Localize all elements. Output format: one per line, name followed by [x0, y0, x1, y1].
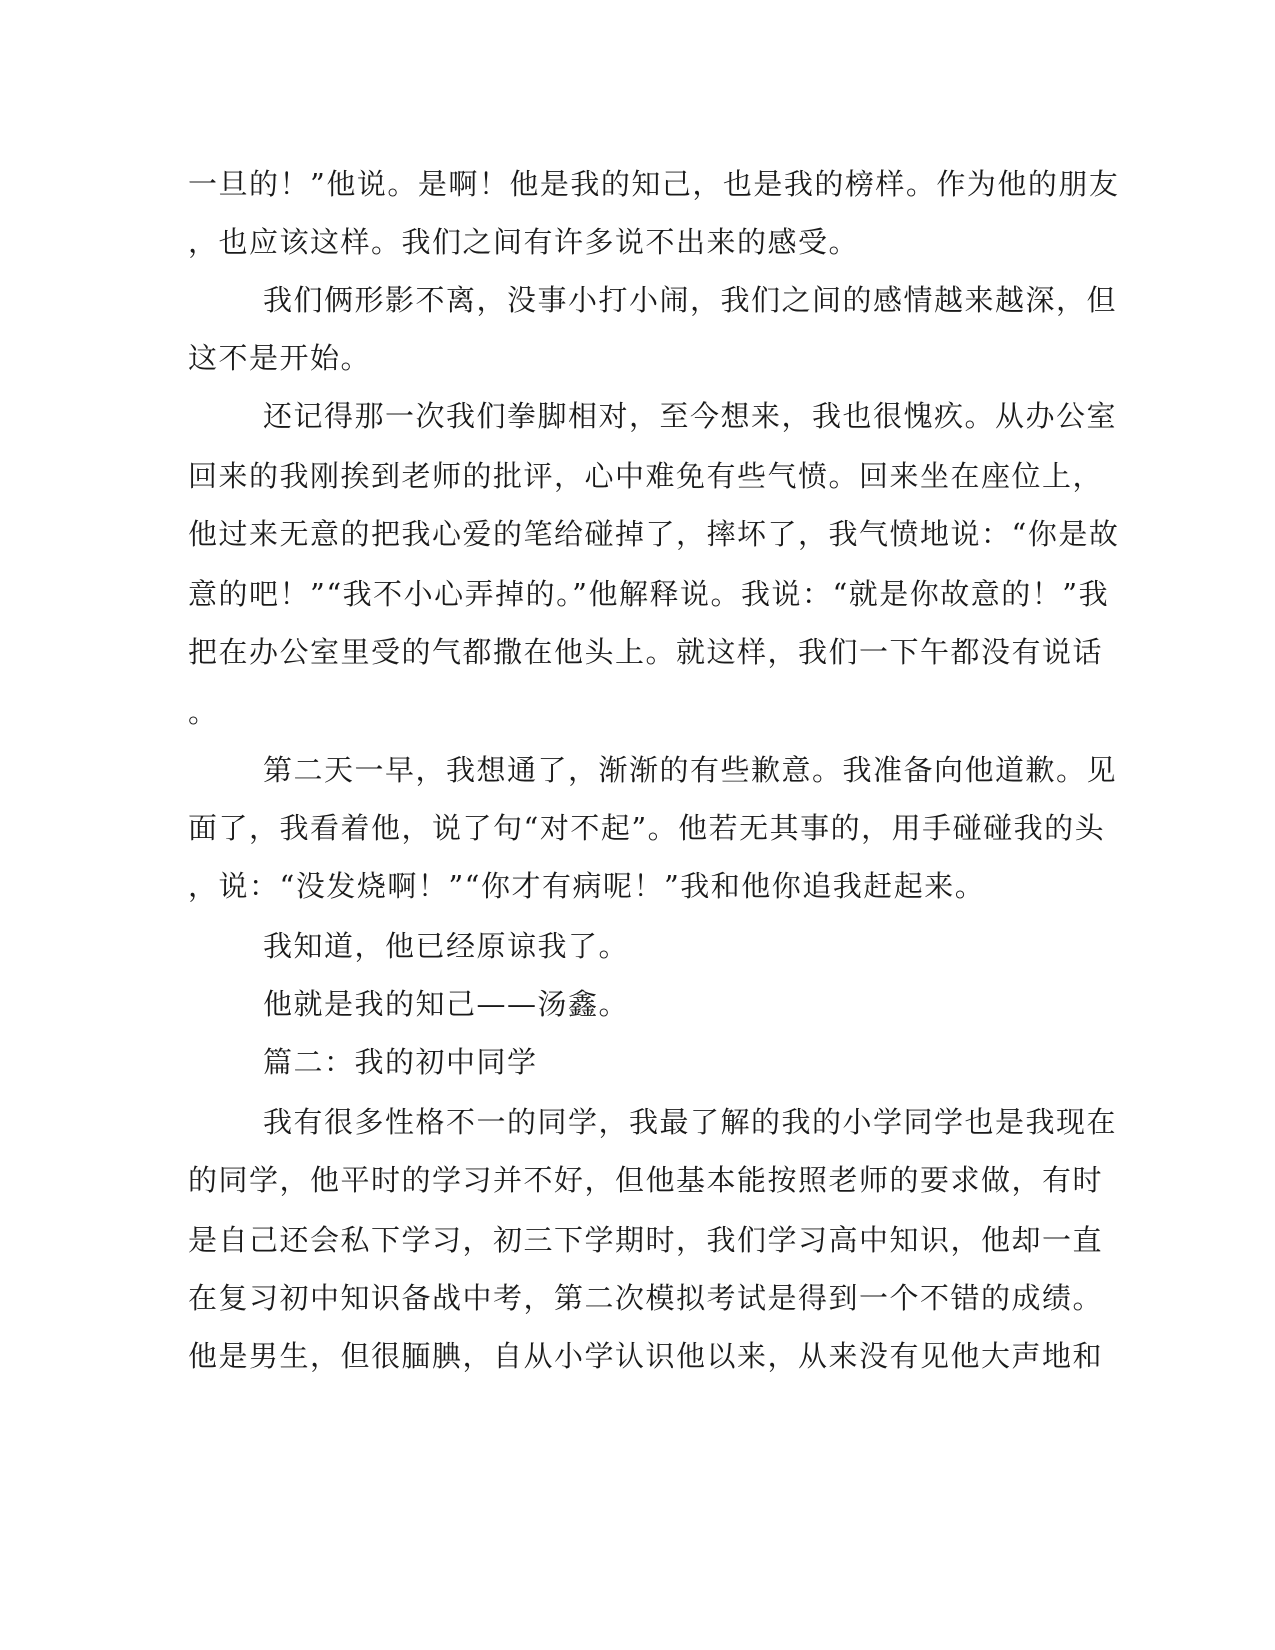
text-line: 把在办公室里受的气都撒在他头上。就这样，我们一下午都没有说话 [188, 635, 1104, 669]
paragraph-first-line: 他就是我的知己——汤鑫。 [263, 987, 630, 1021]
section-heading: 篇二：我的初中同学 [263, 1045, 538, 1079]
text-line: ，说：“没发烧啊！”“你才有病呢！”我和他你追我赶起来。 [188, 869, 986, 903]
text-line: 一旦的！”他说。是啊！他是我的知己，也是我的榜样。作为他的朋友 [188, 167, 1120, 201]
paragraph-first-line: 还记得那一次我们拳脚相对，至今想来，我也很愧疚。从办公室 [263, 399, 1118, 433]
paragraph-first-line: 第二天一早，我想通了，渐渐的有些歉意。我准备向他道歉。见 [263, 753, 1118, 787]
text-line: 是自己还会私下学习，初三下学期时，我们学习高中知识，他却一直 [188, 1223, 1104, 1257]
text-line: 他是男生，但很腼腆，自从小学认识他以来，从来没有见他大声地和 [188, 1339, 1104, 1373]
text-line: ，也应该这样。我们之间有许多说不出来的感受。 [188, 225, 860, 259]
paragraph-first-line: 我们俩形影不离，没事小打小闹，我们之间的感情越来越深，但 [263, 283, 1118, 317]
text-line: 这不是开始。 [188, 341, 372, 375]
text-line: 他过来无意的把我心爱的笔给碰掉了，摔坏了，我气愤地说：“你是故 [188, 517, 1120, 551]
text-line: 。 [188, 695, 219, 729]
paragraph-first-line: 我知道，他已经原谅我了。 [263, 929, 630, 963]
text-line: 的同学，他平时的学习并不好，但他基本能按照老师的要求做，有时 [188, 1163, 1104, 1197]
text-line: 在复习初中知识备战中考，第二次模拟考试是得到一个不错的成绩。 [188, 1281, 1104, 1315]
text-line: 回来的我刚挨到老师的批评，心中难免有些气愤。回来坐在座位上， [188, 459, 1104, 493]
text-line: 面了，我看着他，说了句“对不起”。他若无其事的，用手碰碰我的头 [188, 811, 1106, 845]
paragraph-first-line: 我有很多性格不一的同学，我最了解的我的小学同学也是我现在 [263, 1105, 1118, 1139]
text-line: 意的吧！”“我不小心弄掉的。”他解释说。我说：“就是你故意的！”我 [188, 577, 1110, 611]
